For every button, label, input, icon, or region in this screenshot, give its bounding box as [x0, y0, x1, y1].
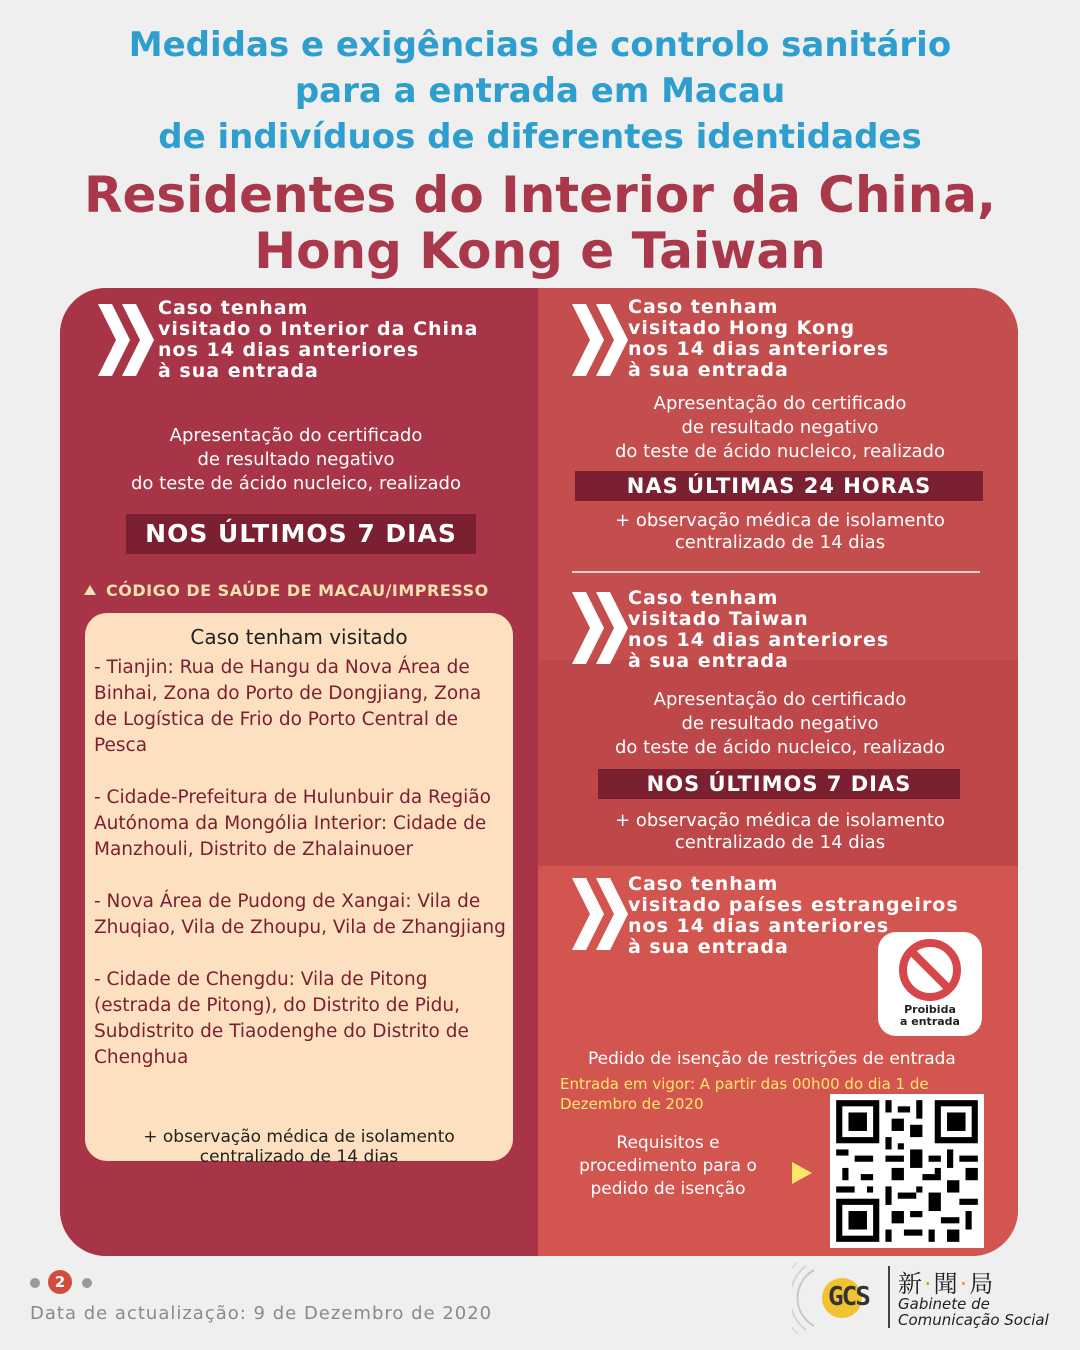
qr-code[interactable]: [830, 1094, 984, 1248]
current-page-indicator[interactable]: 2: [48, 1270, 72, 1294]
header-line-1: Medidas e exigências de controlo sanitário: [128, 25, 952, 65]
hongkong-heading: Caso tenham visitado Hong Kong nos 14 dias anteriores à sua entrada: [628, 296, 890, 381]
page-title-line-1: Residentes do Interior da China,: [83, 166, 997, 224]
china-heading: Caso tenham visitado o Interior da China nos 14 dias anteriores à sua entrada: [158, 297, 479, 382]
header-line-3: de indivíduos de diferentes identidades: [158, 117, 922, 157]
taiwan-certificate-text: Apresentação do certificado de resultado negativo do teste de ácido nucleico, realizado: [614, 689, 945, 758]
area-list: [94, 655, 506, 1071]
china-7-days-banner: NOS ÚLTIMOS 7 DIAS: [126, 514, 476, 554]
page-dot[interactable]: [82, 1278, 92, 1288]
visited-areas-box: [85, 613, 513, 1167]
header-line-2: para a entrada em Macau: [294, 71, 786, 111]
effective-date: Entrada em vigor: A partir das 00h00 do dia 1 de Dezembro de 2020: [560, 1075, 929, 1113]
gcs-logo: [792, 1260, 1062, 1340]
exemption-title: Pedido de isenção de restrições de entrada: [588, 1049, 956, 1069]
taiwan-7-days-banner: NOS ÚLTIMOS 7 DIAS: [598, 769, 960, 799]
page-dot[interactable]: [30, 1278, 40, 1288]
hongkong-observation: + observação médica de isolamento centralizado de 14 dias: [615, 510, 945, 553]
list-item: - Tianjin: Rua de Hangu da Nova Área de Binhai, Zona do Porto de Dongjiang, Zona de Logística de Frio do Porto Central de Pesca: [94, 657, 482, 756]
gcs-letters: GCS: [828, 1282, 869, 1312]
play-arrow-icon: [792, 1162, 812, 1184]
logo-divider: [888, 1266, 890, 1328]
foreign-heading: Caso tenham visitado países estrangeiros nos 14 dias anteriores à sua entrada: [628, 873, 959, 958]
divider: [572, 571, 980, 573]
prohibited-label: Proibida a entrada: [900, 1003, 960, 1028]
page-title-line-2: Hong Kong e Taiwan: [254, 222, 826, 280]
no-entry-icon: [898, 938, 962, 1002]
taiwan-heading: Caso tenham visitado Taiwan nos 14 dias anteriores à sua entrada: [628, 587, 890, 672]
list-item: - Cidade de Chengdu: Vila de Pitong (estrada de Pitong), do Distrito de Pidu, Subdistrito de Tiaodenghe do Distrito de Chenghua: [94, 969, 469, 1068]
logo-chinese-name: 新·聞·局: [898, 1270, 996, 1298]
logo-portuguese-name: Gabinete de Comunicação Social: [898, 1295, 1049, 1329]
china-certificate-text: Apresentação do certificado de resultado negativo do teste de ácido nucleico, realizado: [130, 425, 461, 494]
china-observation: + observação médica de isolamento centralizado de 14 dias: [143, 1127, 455, 1167]
prohibited-badge: [878, 932, 982, 1036]
list-item: - Nova Área de Pudong de Xangai: Vila de Zhuqiao, Vila de Zhoupu, Vila de Zhangjiang: [94, 891, 506, 938]
hongkong-24-hours-banner: NAS ÚLTIMAS 24 HORAS: [575, 471, 983, 501]
exemption-requirements: Requisitos e procedimento para o pedido de isenção: [579, 1133, 757, 1199]
visited-areas-title: Caso tenham visitado: [190, 625, 408, 649]
chevron-icon: [96, 300, 166, 380]
triangle-icon: [84, 585, 96, 595]
health-code-label: CÓDIGO DE SAÚDE DE MACAU/IMPRESSO: [106, 581, 489, 600]
taiwan-observation: + observação médica de isolamento centralizado de 14 dias: [615, 810, 945, 853]
hongkong-certificate-text: Apresentação do certificado de resultado negativo do teste de ácido nucleico, realizado: [614, 393, 945, 462]
info-panel: [60, 288, 1018, 1256]
update-date: Data de actualização: 9 de Dezembro de 2020: [30, 1303, 493, 1324]
list-item: - Cidade-Prefeitura de Hulunbuir da Região Autónoma da Mongólia Interior: Cidade de Manzhouli, Distrito de Zhalainuoer: [94, 787, 491, 860]
